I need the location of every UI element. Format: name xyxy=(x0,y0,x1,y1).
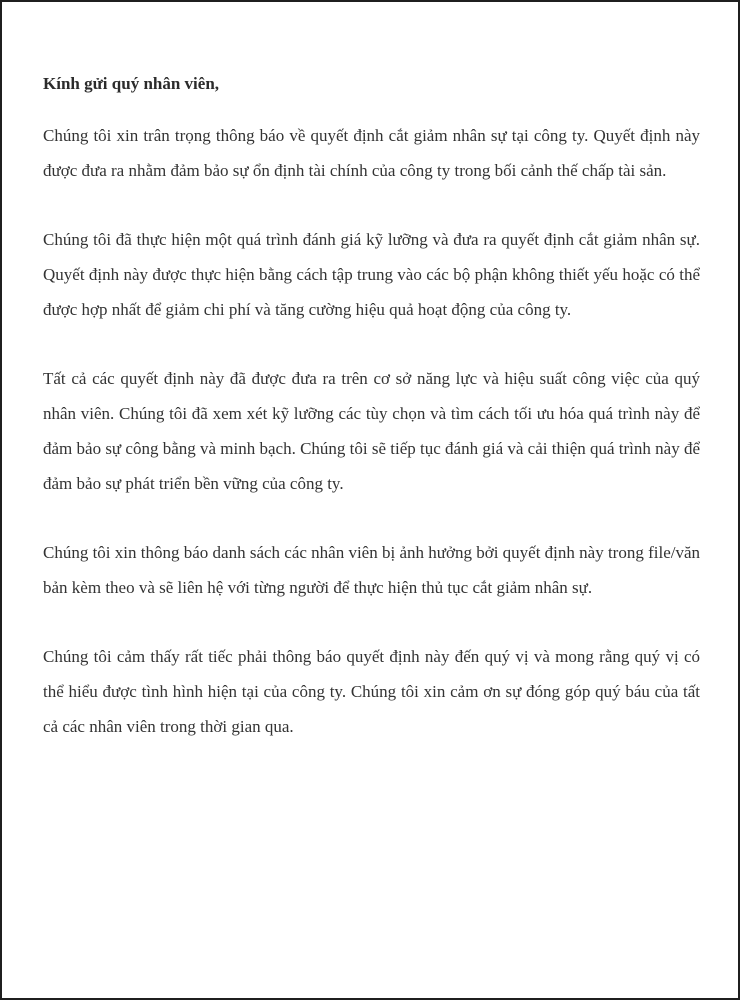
letter-paragraph-4: Chúng tôi xin thông báo danh sách các nhân viên bị ảnh hưởng bởi quyết định này trong file/văn bản kèm theo và sẽ liên hệ với từng người để thực hiện thủ tục cắt giảm nhân sự. xyxy=(43,543,701,597)
letter-body xyxy=(43,66,700,744)
letter-paragraph-3: Tất cả các quyết định này đã được đưa ra trên cơ sở năng lực và hiệu suất công việc của quý nhân viên. Chúng tôi đã xem xét kỹ lưỡng các tùy chọn và tìm cách tối ưu hóa quá trình này để đảm bảo sự công bằng và minh bạch. Chúng tôi sẽ tiếp tục đánh giá và cải thiện quá trình này để đảm bảo sự phát triển bền vững của công ty. xyxy=(43,369,700,493)
letter-paragraph-2: Chúng tôi đã thực hiện một quá trình đánh giá kỹ lưỡng và đưa ra quyết định cắt giảm nhân sự. Quyết định này được thực hiện bằng cách tập trung vào các bộ phận không thiết yếu hoặc có thể được hợp nhất để giảm chi phí và tăng cường hiệu quả hoạt động của công ty. xyxy=(43,230,700,319)
letter-paragraph-5: Chúng tôi cảm thấy rất tiếc phải thông báo quyết định này đến quý vị và mong rằng quý vị có thể hiểu được tình hình hiện tại của công ty. Chúng tôi xin cảm ơn sự đóng góp quý báu của tất cả các nhân viên trong thời gian qua. xyxy=(43,647,700,736)
letter-paragraph-1: Chúng tôi xin trân trọng thông báo về quyết định cắt giảm nhân sự tại công ty. Quyết định này được đưa ra nhằm đảm bảo sự ổn định tài chính của công ty trong bối cảnh thế chấp tài sản. xyxy=(43,126,700,180)
letter-salutation: Kính gửi quý nhân viên, xyxy=(43,74,220,93)
